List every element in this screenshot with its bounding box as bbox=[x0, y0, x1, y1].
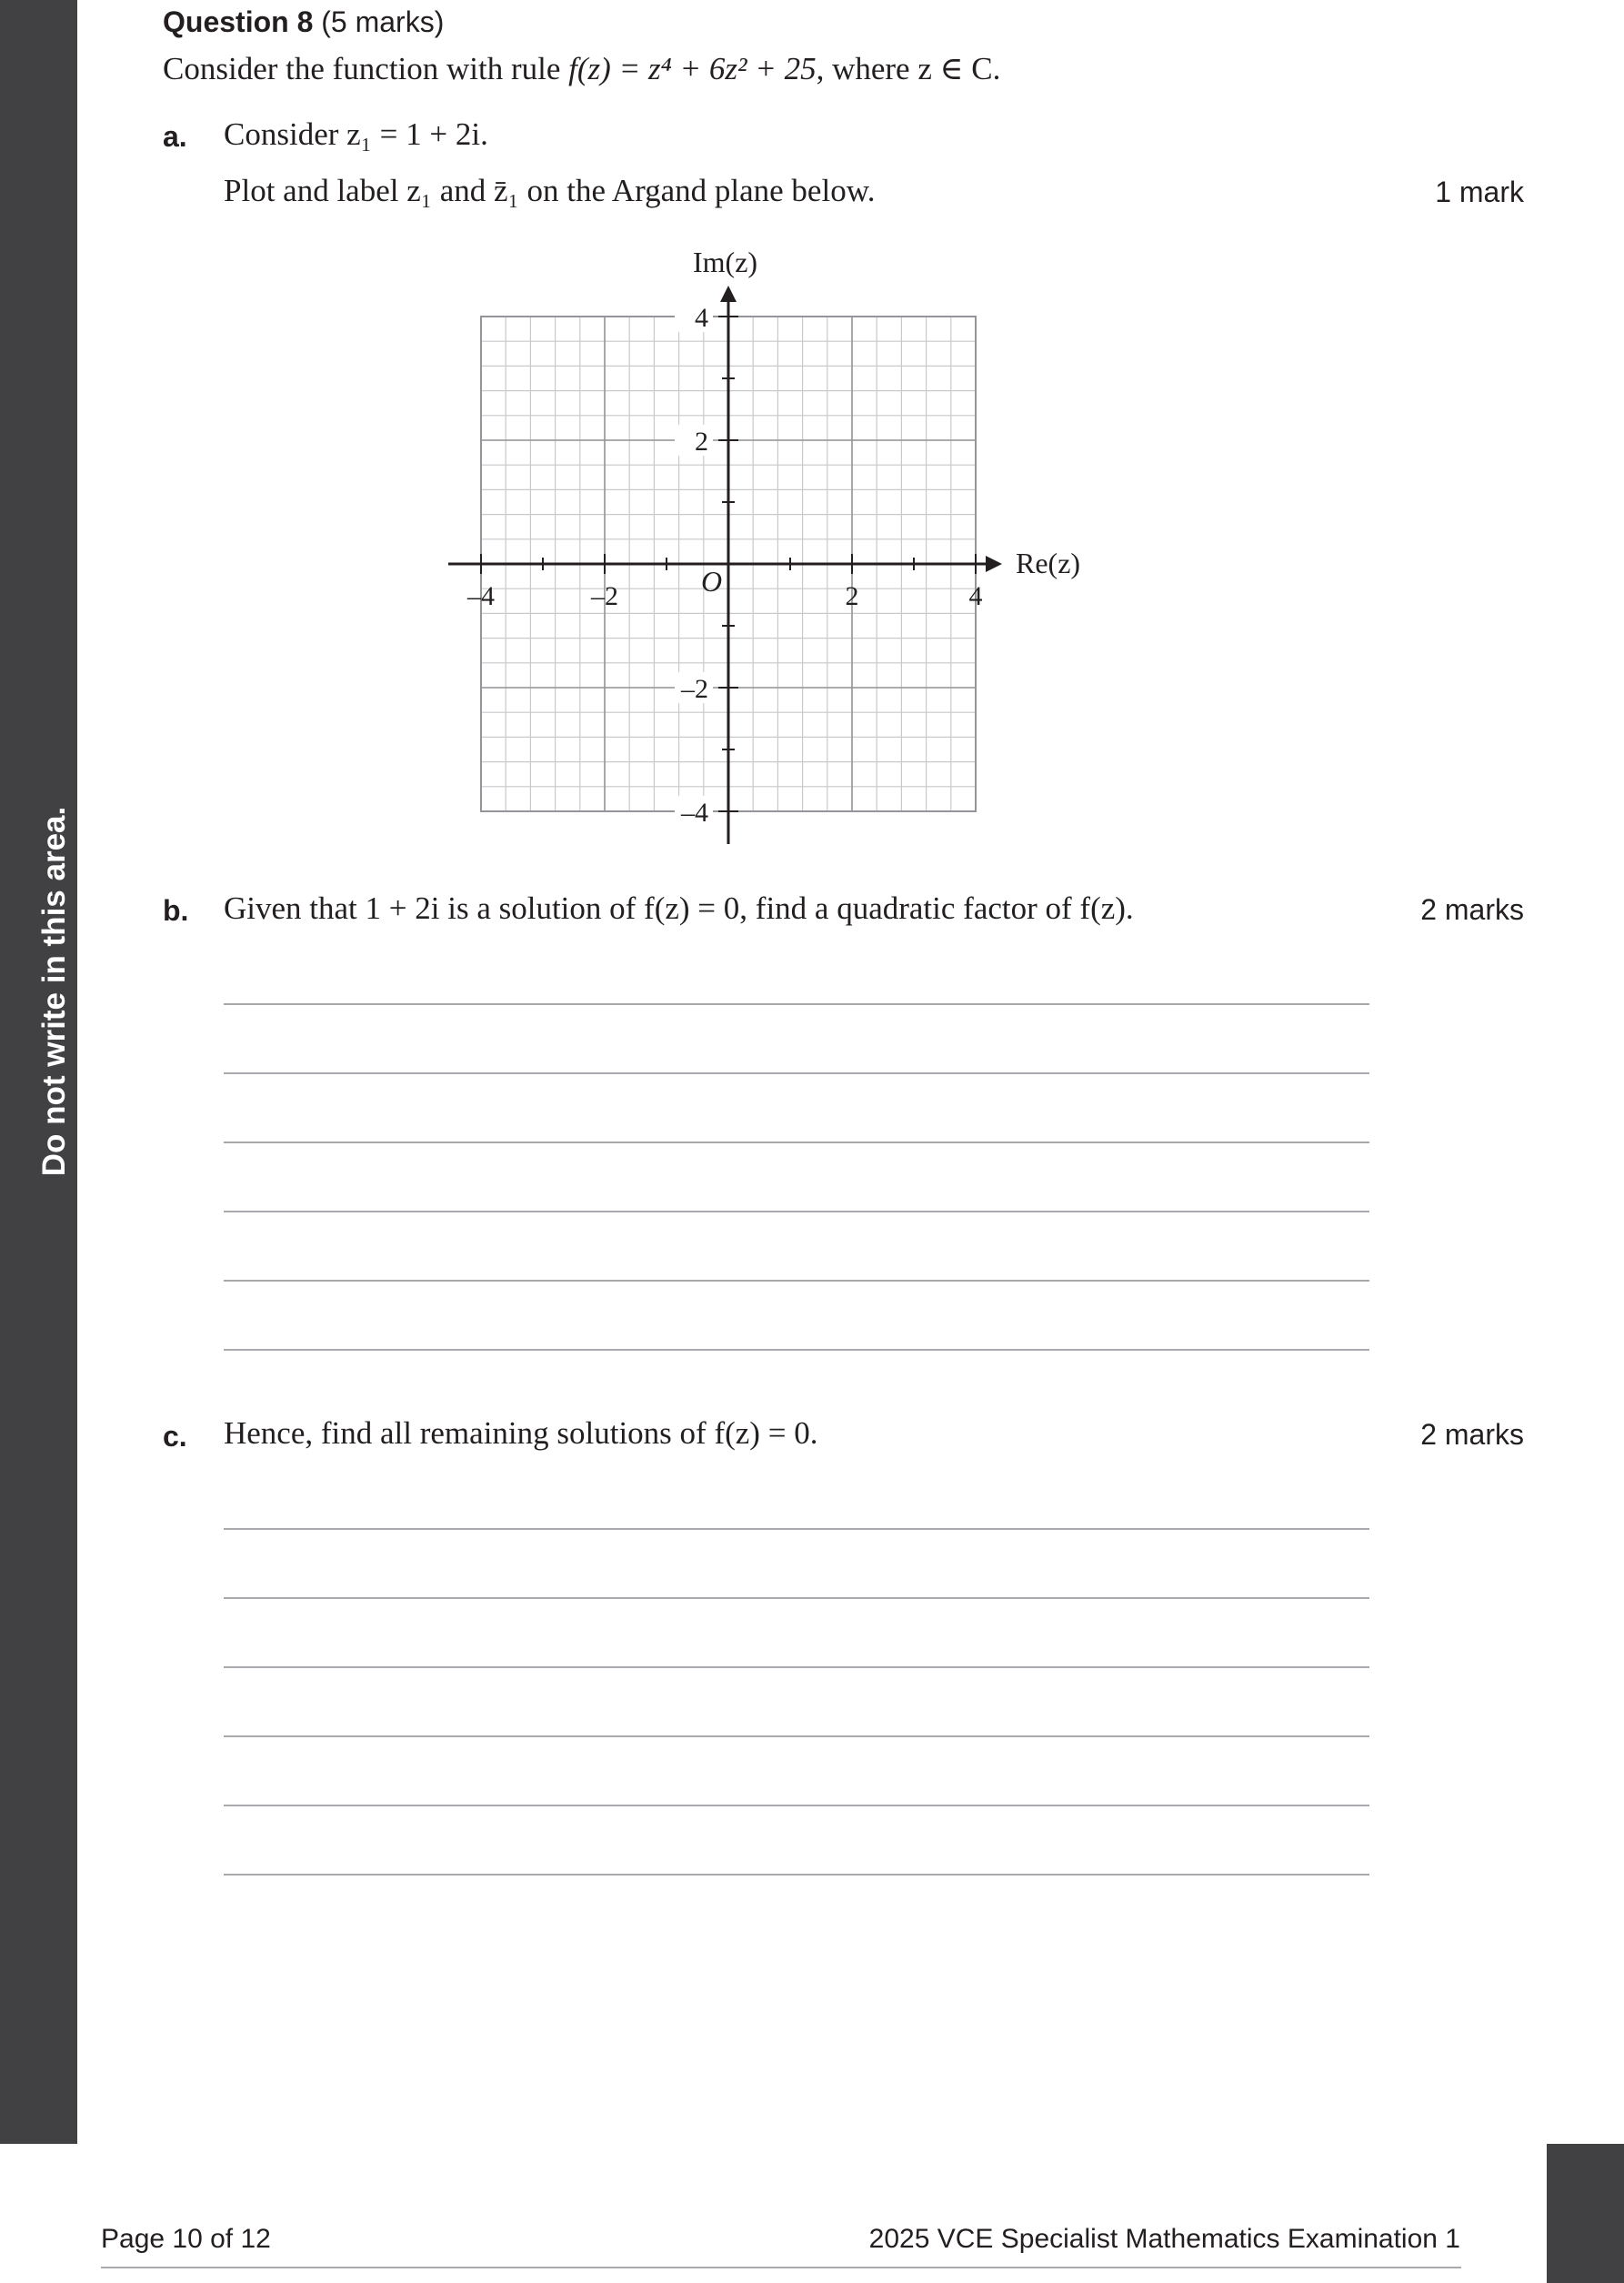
part-a-letter: a. bbox=[163, 120, 187, 153]
question-title: Question 8 bbox=[163, 5, 314, 38]
x-tick-label: 4 bbox=[968, 581, 983, 611]
y-tick-label: 2 bbox=[695, 427, 708, 457]
answer-line-b-4[interactable] bbox=[224, 1211, 1369, 1212]
answer-line-c-4[interactable] bbox=[224, 1735, 1369, 1737]
y-tick-label: –2 bbox=[681, 674, 708, 704]
answer-line-c-2[interactable] bbox=[224, 1597, 1369, 1599]
part-a-marks: 1 mark bbox=[1435, 176, 1524, 208]
answer-line-c-6[interactable] bbox=[224, 1874, 1369, 1876]
intro-suffix: , where z ∈ C. bbox=[816, 51, 1001, 86]
imaginary-axis-arrow bbox=[720, 286, 737, 302]
answer-line-b-6[interactable] bbox=[224, 1349, 1369, 1351]
argand-plane[interactable] bbox=[0, 0, 1624, 873]
intro-prefix: Consider the function with rule bbox=[163, 51, 569, 86]
y-tick-label: –4 bbox=[681, 798, 708, 828]
answer-line-b-5[interactable] bbox=[224, 1280, 1369, 1282]
part-a-instruction: Plot and label z₁ and z̄₁ on the Argand plane below. bbox=[224, 173, 876, 208]
y-tick-label: 4 bbox=[695, 303, 708, 333]
answer-line-b-3[interactable] bbox=[224, 1142, 1369, 1143]
answer-line-b-2[interactable] bbox=[224, 1072, 1369, 1074]
answer-line-b-1[interactable] bbox=[224, 1003, 1369, 1005]
x-tick-label: –2 bbox=[591, 581, 618, 611]
part-a-consider: Consider z₁ = 1 + 2i. bbox=[224, 116, 488, 152]
answer-line-c-5[interactable] bbox=[224, 1805, 1369, 1806]
footer-rule bbox=[101, 2267, 1461, 2268]
x-tick-label: 2 bbox=[845, 581, 859, 611]
do-not-write-label: Do not write in this area. bbox=[36, 806, 72, 1177]
intro-rule: f(z) = z⁴ + 6z² + 25 bbox=[568, 51, 817, 86]
answer-line-c-1[interactable] bbox=[224, 1528, 1369, 1530]
real-axis-arrow bbox=[986, 556, 1002, 572]
part-b-letter: b. bbox=[163, 894, 189, 927]
part-c-letter: c. bbox=[163, 1420, 187, 1453]
imaginary-axis-label: Im(z) bbox=[693, 246, 758, 278]
part-b-marks: 2 marks bbox=[1420, 893, 1524, 926]
x-tick-label: –4 bbox=[467, 581, 495, 611]
part-b-text: Given that 1 + 2i is a solution of f(z) = 0, find a quadratic factor of f(z). bbox=[224, 890, 1134, 926]
page-number: Page 10 of 12 bbox=[101, 2224, 271, 2254]
question-marks: (5 marks) bbox=[321, 5, 445, 38]
part-c-text: Hence, find all remaining solutions of f(z) = 0. bbox=[224, 1415, 818, 1451]
answer-line-c-3[interactable] bbox=[224, 1666, 1369, 1668]
corner-block bbox=[1547, 2144, 1624, 2283]
part-c-marks: 2 marks bbox=[1420, 1418, 1524, 1451]
real-axis-label: Re(z) bbox=[1016, 547, 1081, 579]
origin-label: O bbox=[701, 565, 723, 598]
exam-title: 2025 VCE Specialist Mathematics Examination 1 bbox=[868, 2224, 1460, 2254]
